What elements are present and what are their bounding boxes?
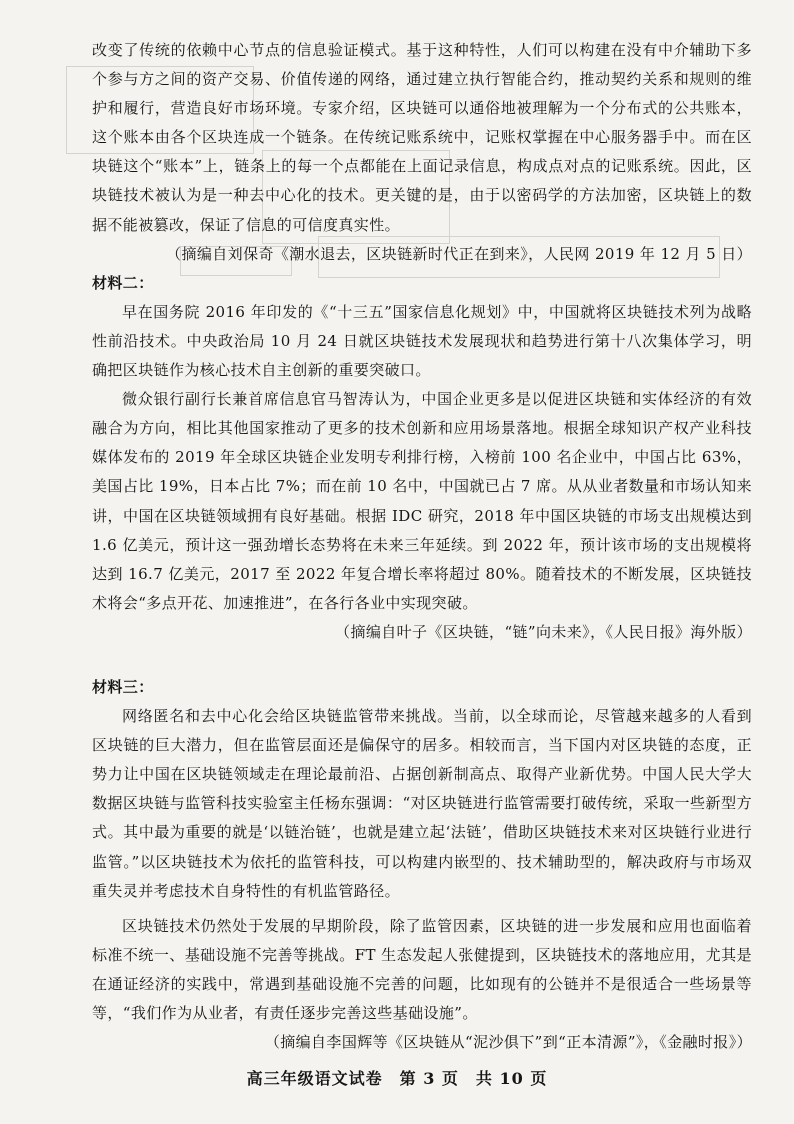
material2-paragraph: 微众银行副行长兼首席信息官马智涛认为，中国企业更多是以促进区块链和实体经济的有效融合为方向，相比其他国家推动了更多的技术创新和应用场景落地。根据全球知识产权产业科技媒体发布的 2019 年全球区块链企业发明专利排行榜，入榜前 100 名企业中，中国占比 63%，美国占比 19%，日本占比 7%；而在前 10 名中，中国就已占 7 席。从从业者数量和市场认知来讲，中国在区块链领域拥有良好基础。根据 IDC 研究，2018 年中国区块链的市场支出规模达到 1.6 亿美元，预计这一强劲增长态势将在未来三年延续。到 2022 年，预计该市场的支出规模将达到 16.7 亿美元，2017 至 2022 年复合增长率将超过 80%。随着技术的不断发展，区块链技术将会“多点开花、加速推进”，在各行各业中实现突破。 [92,390,752,612]
material2-source: （摘编自叶子《区块链，“链”向未来》，《人民日报》海外版） [335,622,752,641]
material3-heading: 材料三： [92,677,154,696]
page-footer: 高三年级语文试卷 第 3 页 共 10 页 [246,1069,548,1088]
material3-paragraph: 区块链技术仍然处于发展的早期阶段，除了监管因素，区块链的进一步发展和应用也面临着标准不统一、基础设施不完善等挑战。FT 生态发起人张健提到，区块链技术的落地应用，尤其是在通证经济的实践中，常遇到基础设施不完善的问题，比如现有的公链并不是很适合一些场景等等，“我们作为从业者，有责任逐步完善这些基础设施”。 [92,916,752,1022]
exam-text [92,36,752,1057]
material2-paragraph: 早在国务院 2016 年印发的《“十三五”国家信息化规划》中，中国就将区块链技术列为战略性前沿技术。中央政治局 10 月 24 日就区块链技术发展现状和趋势进行第十八次集体学习，明确把区块链作为核心技术自主创新的重要突破口。 [92,302,752,380]
material1-source: （摘编自刘保奇《潮水退去，区块链新时代正在到来》，人民网 2019 年 12 月 5 日） [166,244,752,263]
material3-source: （摘编自李国辉等《区块链从“泥沙俱下”到“正本清源”》，《金融时报》） [264,1033,752,1052]
material1-paragraph: 改变了传统的依赖中心节点的信息验证模式。基于这种特性，人们可以构建在没有中介辅助下多个参与方之间的资产交易、价值传递的网络，通过建立执行智能合约，推动契约关系和规则的维护和履行，营造良好市场环境。专家介绍，区块链可以通俗地被理解为一个分布式的公共账本，这个账本由各个区块连成一个链条。在传统记账系统中，记账权掌握在中心服务器手中。而在区块链这个“账本”上，链条上的每一个点都能在上面记录信息，构成点对点的记账系统。因此，区块链技术被认为是一种去中心化的技术。更关键的是，由于以密码学的方法加密，区块链上的数据不能被篡改，保证了信息的可信度真实性。 [92,41,752,234]
material2-heading: 材料二： [92,273,154,292]
material3-paragraph: 网络匿名和去中心化会给区块链监管带来挑战。当前，以全球而论，尽管越来越多的人看到区块链的巨大潜力，但在监管层面还是偏保守的居多。相较而言，当下国内对区块链的态度，正势力让中国在区块链领域走在理论最前沿、占据创新制高点、取得产业新优势。中国人民大学大数据区块链与监管科技实验室主任杨东强调：“对区块链进行监管需要打破传统，采取一些新型方式。其中最为重要的就是‘以链治链’，也就是建立起‘法链’，借助区块链技术来对区块链行业进行监管。”以区块链技术为依托的监管科技，可以构建内嵌型的、技术辅助型的，解决政府与市场双重失灵并考虑技术自身特性的有机监管路径。 [92,707,752,900]
